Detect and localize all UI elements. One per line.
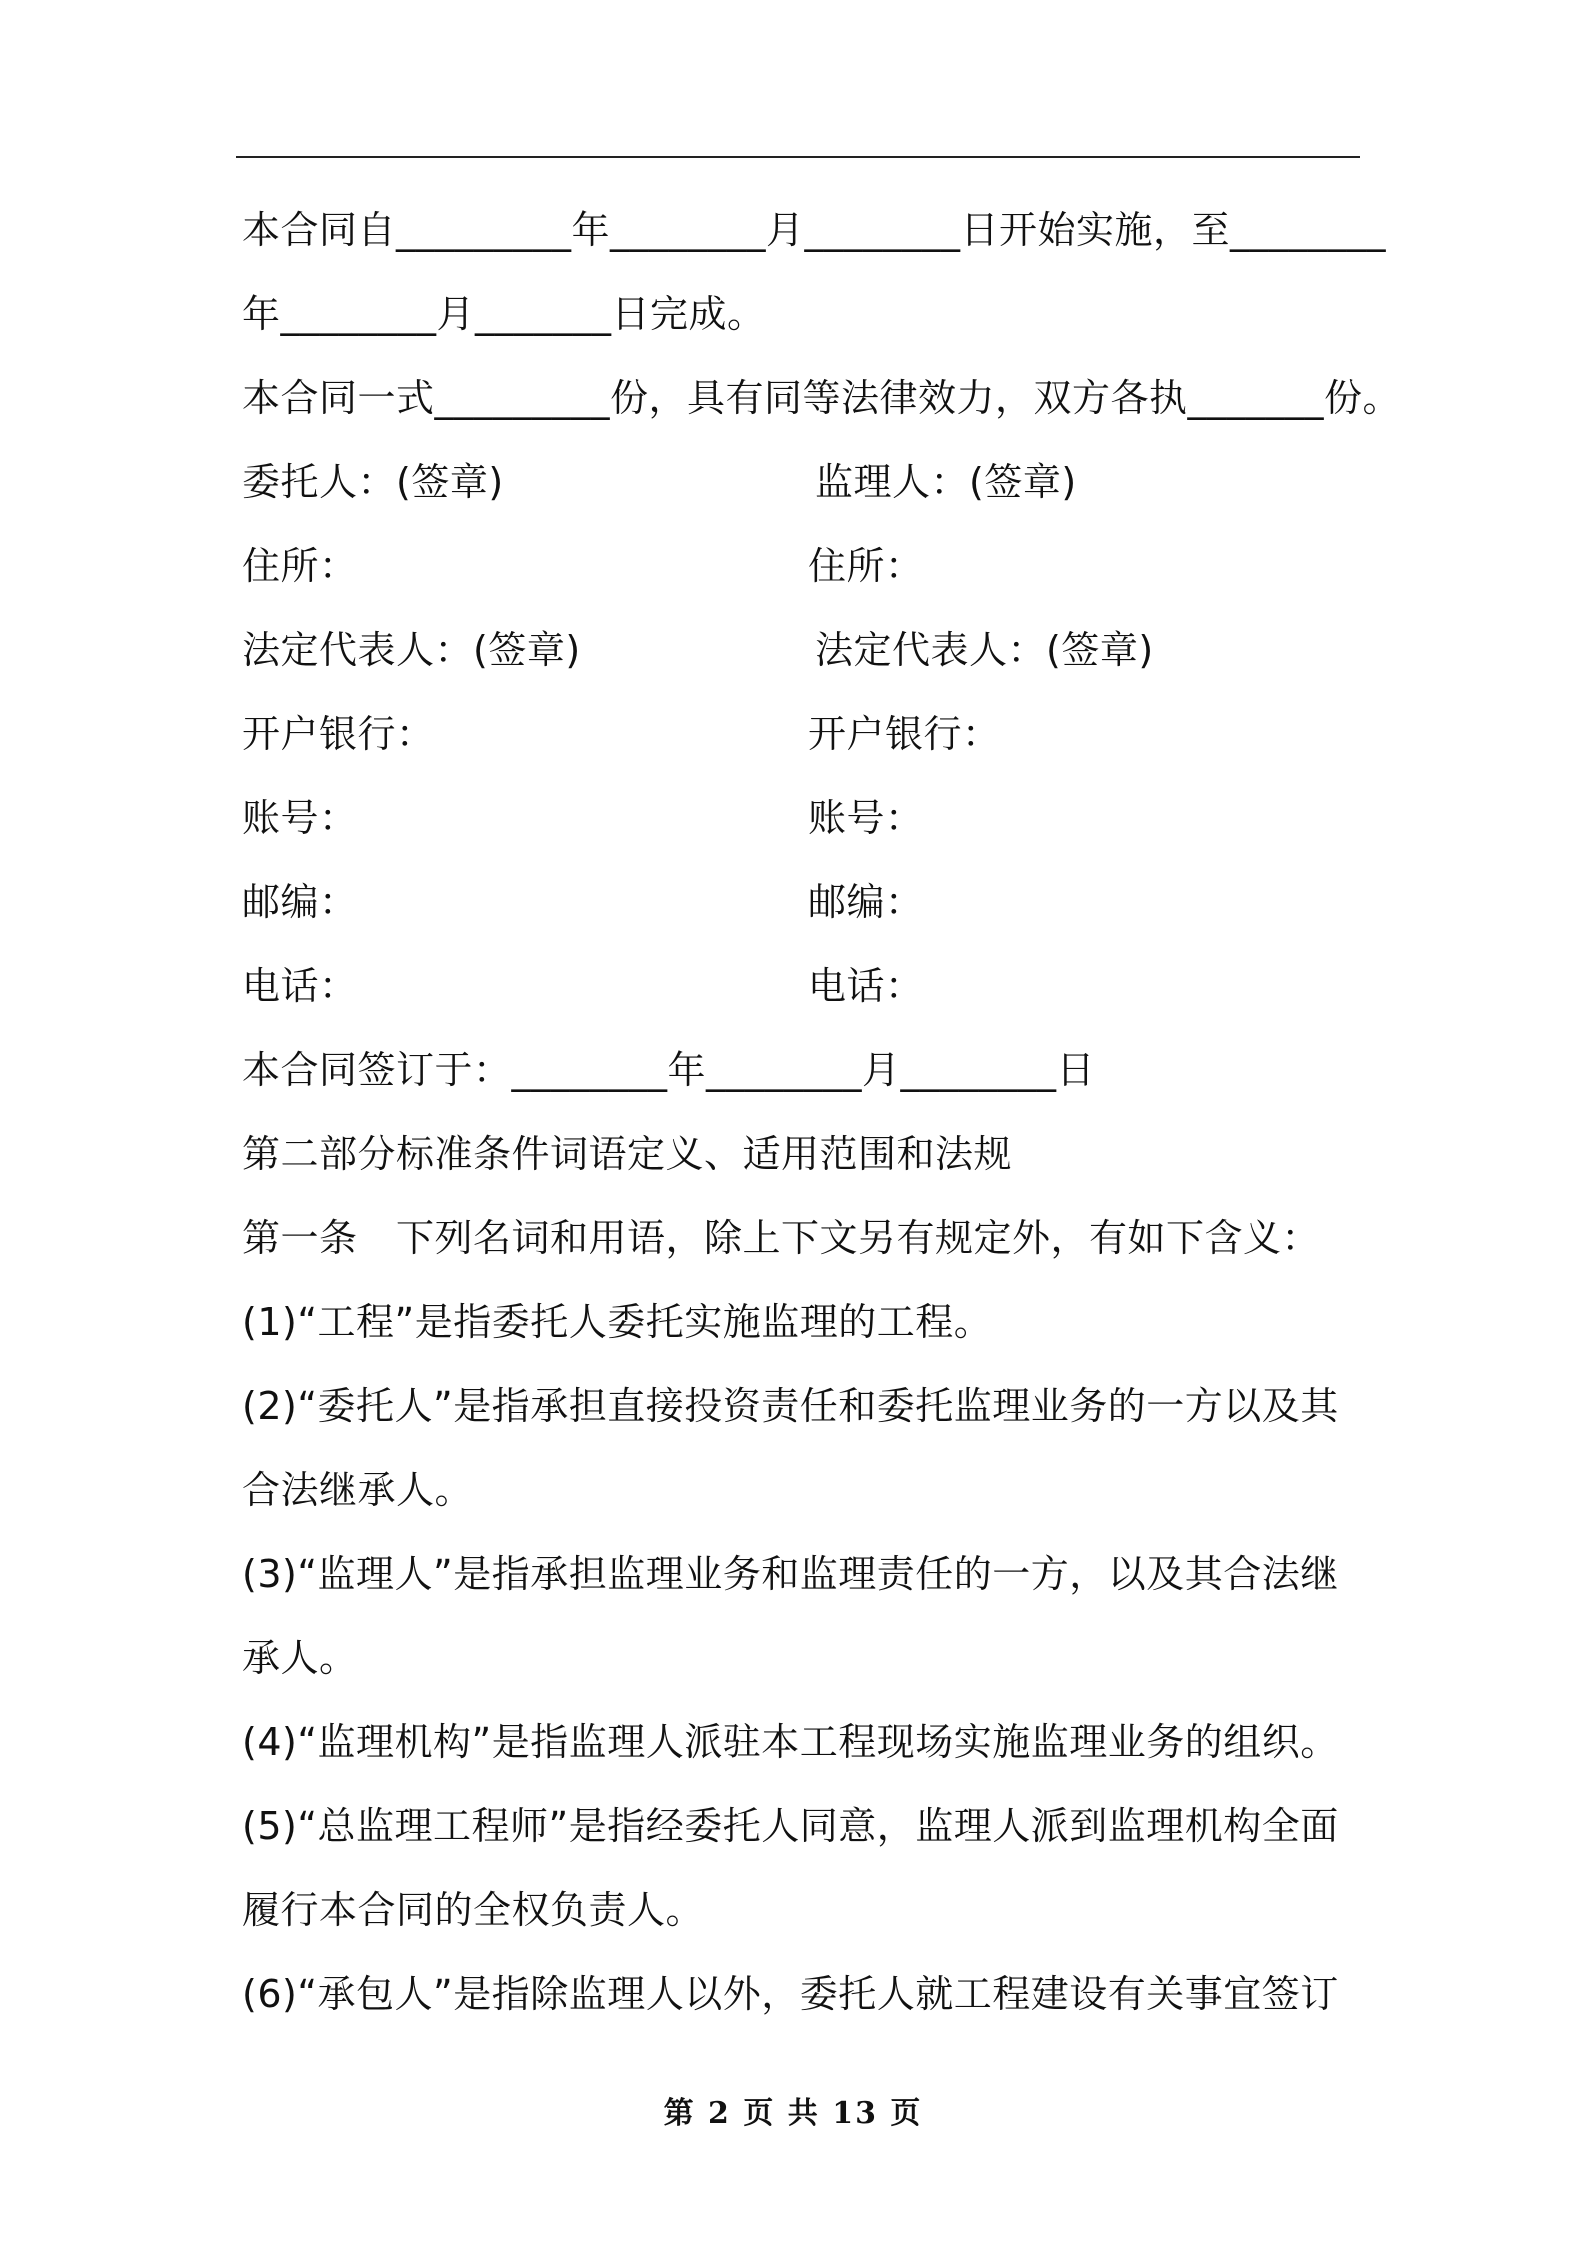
client-bank-label: 开户银行： [242,712,435,756]
article-one: 第一条 下列名词和用语，除上下文另有规定外，有如下含义： [242,1216,1321,1260]
definition-5-line-1: (5)“总监理工程师”是指经委托人同意，监理人派到监理机构全面 [242,1804,1339,1848]
definition-3-line-1: (3)“监理人”是指承担监理业务和监理责任的一方，以及其合法继 [242,1552,1339,1596]
supervisor-account-label: 账号： [808,796,924,840]
contract-period-line-2: 年________月_______日完成。 [242,292,766,336]
contract-period-line-1: 本合同自_________年________月________日开始实施，至________ [242,208,1387,252]
supervisor-legal-rep-label: 法定代表人：(签章) [815,628,1154,672]
copies-line: 本合同一式_________份，具有同等法律效力，双方各执_______份。 [242,376,1402,420]
definition-5-line-2: 履行本合同的全权负责人。 [242,1888,705,1932]
supervisor-phone-label: 电话： [808,964,924,1008]
signed-date-line: 本合同签订于：________年________月________日 [242,1048,1096,1092]
client-account-label: 账号： [242,796,358,840]
definition-4: (4)“监理机构”是指监理人派驻本工程现场实施监理业务的组织。 [242,1720,1339,1764]
client-phone-label: 电话： [242,964,358,1008]
supervisor-address-label: 住所： [808,544,924,588]
definition-2-line-1: (2)“委托人”是指承担直接投资责任和委托监理业务的一方以及其 [242,1384,1339,1428]
definition-1: (1)“工程”是指委托人委托实施监理的工程。 [242,1300,993,1344]
definition-2-line-2: 合法继承人。 [242,1468,474,1512]
client-address-label: 住所： [242,544,358,588]
page-number: 第 2 页 共 13 页 [663,2096,923,2131]
supervisor-signature-label: 监理人：(签章) [815,460,1077,504]
definition-3-line-2: 承人。 [242,1636,358,1680]
supervisor-bank-label: 开户银行： [808,712,1001,756]
header-rule [236,156,1360,158]
client-legal-rep-label: 法定代表人：(签章) [242,628,581,672]
supervisor-postcode-label: 邮编： [808,880,924,924]
definition-6-line-1: (6)“承包人”是指除监理人以外，委托人就工程建设有关事宜签订 [242,1972,1339,2016]
part-two-title: 第二部分标准条件词语定义、适用范围和法规 [242,1132,1013,1176]
client-signature-label: 委托人：(签章) [242,460,504,504]
client-postcode-label: 邮编： [242,880,358,924]
